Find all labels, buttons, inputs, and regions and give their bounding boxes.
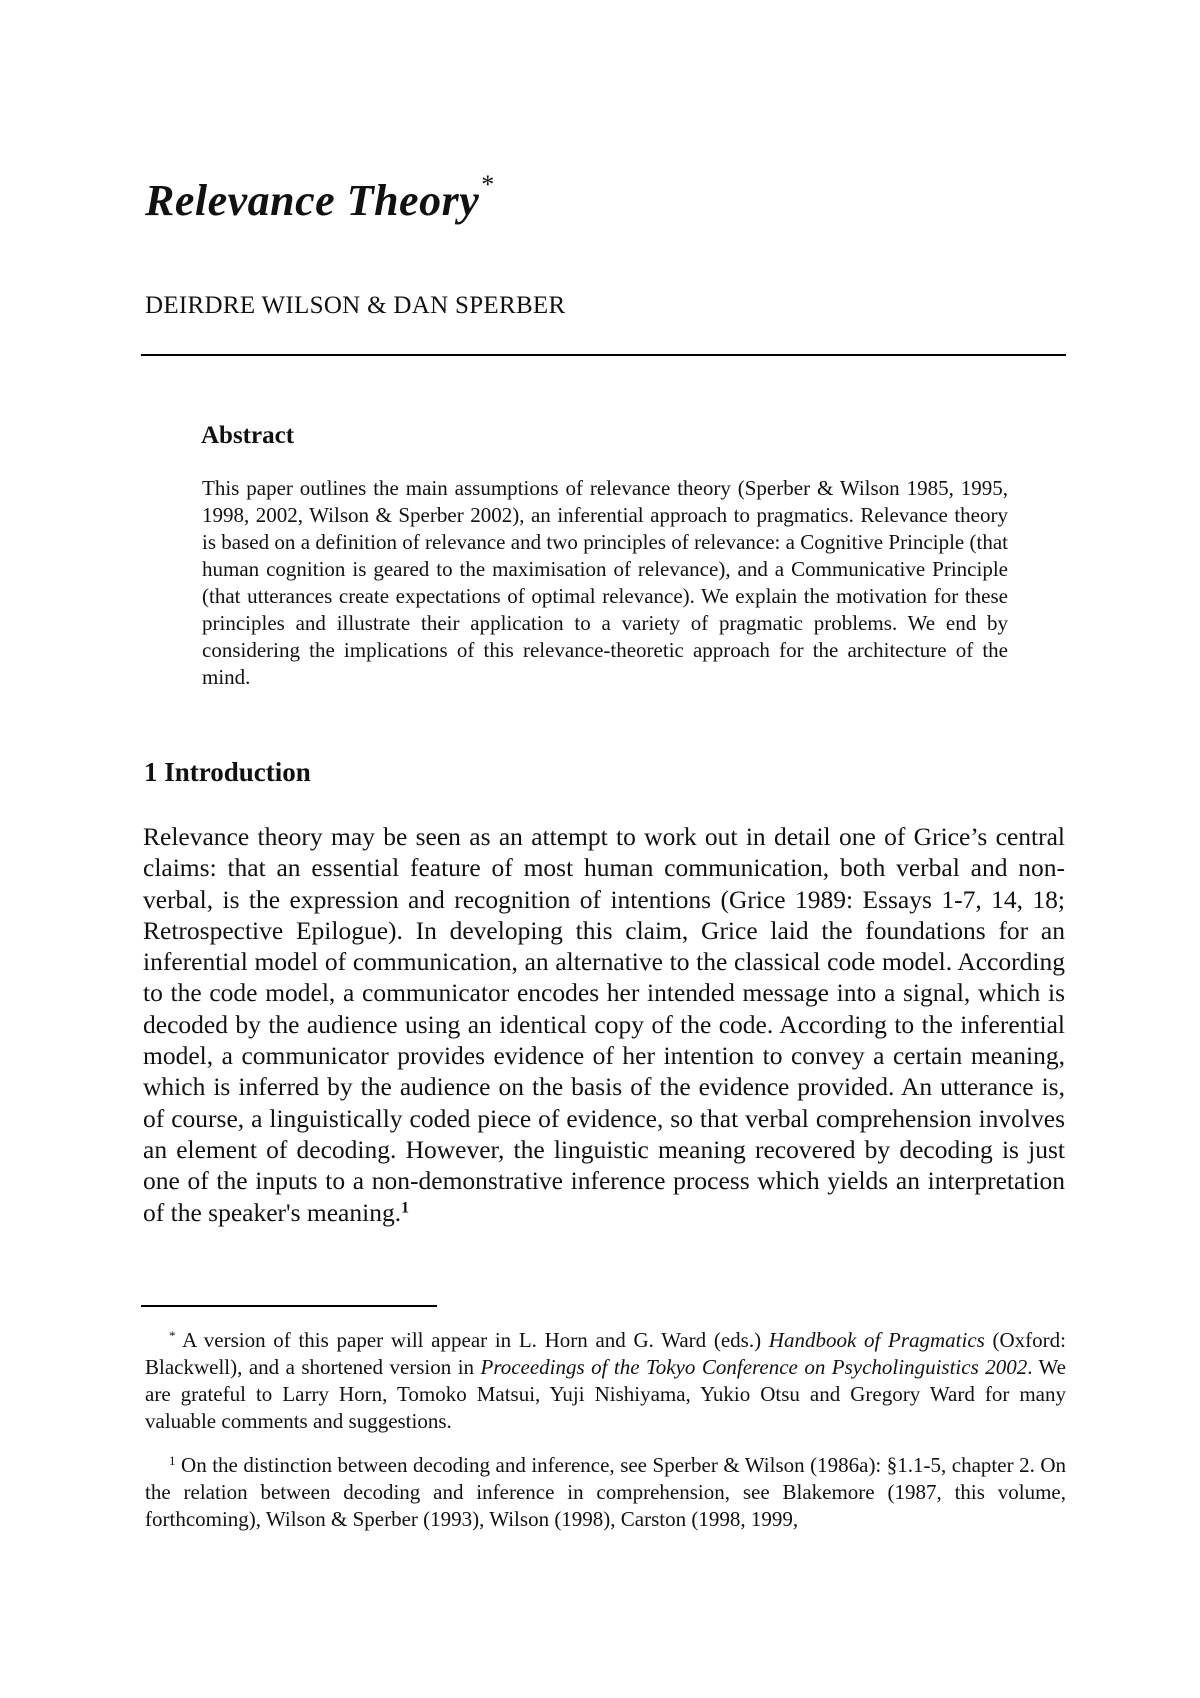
title-footnote-marker: * bbox=[481, 170, 495, 199]
paper-title bbox=[145, 170, 495, 226]
footnote-1-marker: 1 bbox=[169, 1452, 176, 1468]
footnote-star-text-c: . We are grateful to Larry Horn, Tomoko Matsui, Yuji Nishiyama, Yukio Otsu and Gregory Ward for many valuable comments and suggestions. bbox=[145, 1355, 1066, 1433]
footnote-star-text-b: (Oxford: Blackwell), and a shortened version in bbox=[145, 1328, 1066, 1379]
footnote-star-text-a: A version of this paper will appear in L. Horn and G. Ward (eds.) bbox=[182, 1328, 769, 1352]
header-divider bbox=[141, 354, 1066, 356]
footnote-divider bbox=[141, 1305, 437, 1307]
footnote-1-text: On the distinction between decoding and inference, see Sperber & Wilson (1986a): §1.1-5, chapter 2. On the relation between decoding and inference in comprehension, see Blakemore (1987, this volume, forthcoming), Wilson & Sperber (1993), Wilson (1998), Carston (1998, 1999, bbox=[145, 1453, 1067, 1531]
footnote-reference: 1 bbox=[401, 1198, 409, 1216]
footnote-star-italic-b: Proceedings of the Tokyo Conference on Psycholinguistics 2002 bbox=[480, 1355, 1028, 1379]
introduction-paragraph bbox=[143, 821, 1065, 1228]
footnote-star bbox=[145, 1327, 1066, 1435]
footnote-star-italic-a: Handbook of Pragmatics bbox=[768, 1328, 985, 1352]
abstract-heading: Abstract bbox=[201, 422, 295, 449]
section-heading-introduction: 1 Introduction bbox=[144, 757, 311, 787]
footnote-star-marker: * bbox=[169, 1327, 176, 1343]
paper-title-text: Relevance Theory bbox=[145, 176, 480, 225]
footnote-1 bbox=[145, 1452, 1066, 1533]
paper-authors: DEIRDRE WILSON & DAN SPERBER bbox=[145, 292, 566, 319]
introduction-text: Relevance theory may be seen as an attempt to work out in detail one of Grice’s central claims: that an essential feature of most human communication, both verbal and non-verbal, is the expression and recognition of intentions (Grice 1989: Essays 1-7, 14, 18; Retrospective Epilogue). In developing this claim, Grice laid the foundations for an inferential model of communication, an alternative to the classical code model. According to the code model, a communicator encodes her intended message into a signal, which is decoded by the audience using an identical copy of the code. According to the inferential model, a communicator provides evidence of her intention to convey a certain meaning, which is inferred by the audience on the basis of the evidence provided. An utterance is, of course, a linguistically coded piece of evidence, so that verbal comprehension involves an element of decoding. However, the linguistic meaning recovered by decoding is just one of the inputs to a non-demonstrative inference process which yields an interpretation of the speaker's meaning. bbox=[143, 822, 1065, 1227]
abstract-text: This paper outlines the main assumptions of relevance theory (Sperber & Wilson 1985, 1995, 1998, 2002, Wilson & Sperber 2002), an inferential approach to pragmatics. Relevance theory is based on a definition of relevance and two principles of relevance: a Cognitive Principle (that human cognition is geared to the maximisation of relevance), and a Communicative Principle (that utterances create expectations of optimal relevance). We explain the motivation for these principles and illustrate their application to a variety of pragmatic problems. We end by considering the implications of this relevance-theoretic approach for the architecture of the mind. bbox=[202, 476, 1008, 689]
